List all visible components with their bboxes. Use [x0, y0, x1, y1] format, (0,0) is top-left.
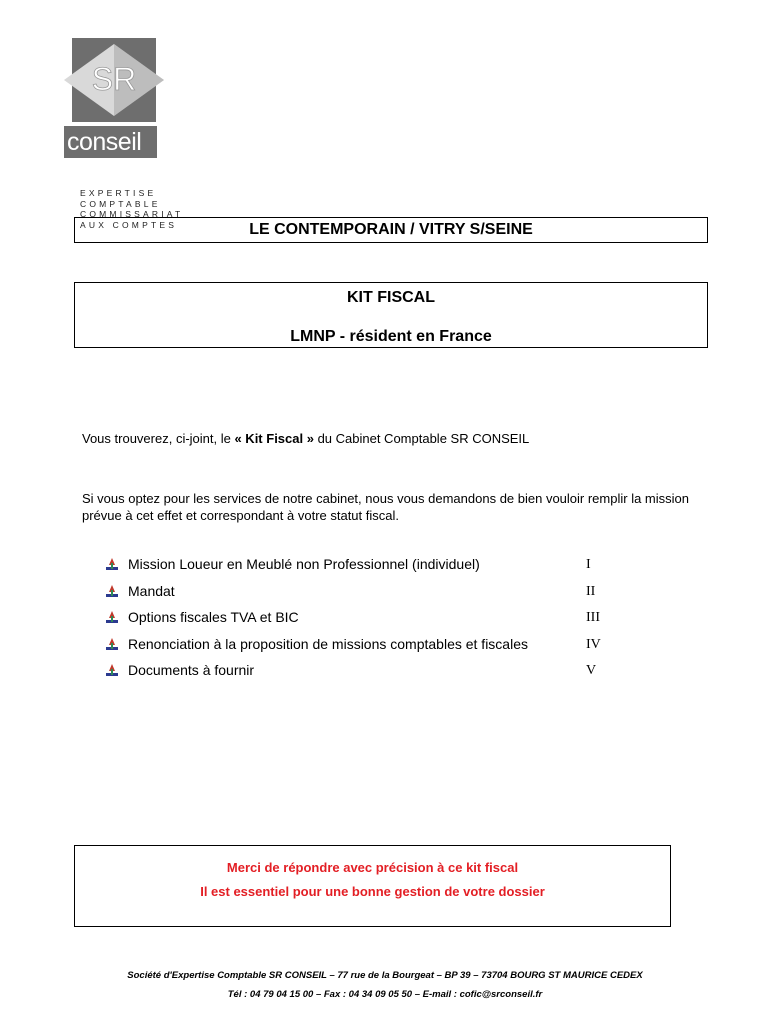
mission-number: V: [586, 663, 597, 678]
mission-number: III: [586, 610, 600, 625]
intro-suffix: du Cabinet Comptable SR CONSEIL: [313, 431, 530, 446]
mission-label: Mission Loueur en Meublé non Professionnel (individuel): [128, 556, 480, 572]
logo-monogram: SR: [91, 61, 137, 97]
notice-line-2: Il est essentiel pour une bonne gestion de votre dossier: [200, 884, 545, 899]
footer-address: Société d'Expertise Comptable SR CONSEIL – 77 rue de la Bourgeat – BP 39 – 73704 BOURG ST MAURICE CEDEX: [127, 970, 643, 981]
mission-number: II: [586, 583, 596, 599]
list-item: [104, 662, 624, 689]
company-logo: [64, 38, 184, 230]
push-pin-icon: [104, 584, 120, 600]
mission-number: IV: [586, 636, 601, 652]
list-item: [104, 609, 624, 636]
push-pin-icon: [104, 637, 120, 653]
push-pin-icon: [104, 557, 120, 573]
property-title: LE CONTEMPORAIN / VITRY S/SEINE: [249, 221, 533, 238]
list-item: [104, 583, 624, 610]
intro-paragraph: [82, 430, 529, 447]
mission-label: Documents à fournir: [128, 662, 255, 678]
logo-name: conseil: [64, 126, 157, 158]
mission-label: Mandat: [128, 582, 175, 599]
push-pin-icon: [104, 663, 120, 679]
notice-box: [74, 845, 671, 927]
footer-contact: Tél : 04 79 04 15 00 – Fax : 04 34 09 05 50 – E-mail : cofic@srconseil.fr: [227, 989, 543, 1000]
notice-line-1: Merci de répondre avec précision à ce kit fiscal: [226, 860, 519, 875]
property-title-box: [74, 217, 708, 243]
intro-highlight: « Kit Fiscal »: [234, 431, 314, 446]
mission-number: I: [586, 557, 591, 572]
mission-label: Renonciation à la proposition de missions comptables et fiscales: [128, 635, 528, 652]
instructions-paragraph: Si vous optez pour les services de notre cabinet, nous vous demandons de bien vouloir remplir la mission prévue à cet effet et correspondant à votre statut fiscal.: [82, 491, 689, 523]
push-pin-icon: [104, 610, 120, 626]
mission-list: [104, 556, 624, 689]
mission-label: Options fiscales TVA et BIC: [128, 609, 299, 625]
kit-title: KIT FISCAL: [347, 289, 435, 306]
list-item: [104, 636, 624, 663]
kit-title-box: [74, 282, 708, 348]
logo-tagline: EXPERTISE COMPTABLE COMMISSARIAT AUX COMPTES: [80, 188, 184, 230]
intro-prefix: Vous trouverez, ci-joint, le: [82, 431, 235, 446]
kit-subtitle: LMNP - résident en France: [290, 328, 492, 345]
logo-diamond-graphic: [64, 38, 164, 128]
list-item: [104, 556, 624, 583]
